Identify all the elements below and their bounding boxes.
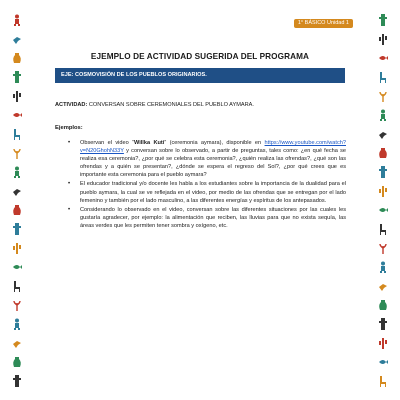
bird-icon [378,280,388,292]
activity-text: CONVERSAN SOBRE CEREMONIALES DEL PUEBLO AYMARA. [88,102,254,108]
item1-part-a: Observan el video “ [80,140,134,146]
fish-icon [12,261,22,273]
bird-icon [12,33,22,45]
llama-icon [378,71,388,83]
cactus-icon [12,90,22,102]
plant-icon [12,299,22,311]
list-item: • El educador tradicional y/o docente les habla a los estudiantes sobre la importancia de la dualidad para el pueblo aymara, la cual se ve reflejada en el video, por medio de las ofrendas que se entregan por el lado femenino y también por el lado masculino, a las diferentes energías y espíritus de los antepasados. [80,180,346,204]
totem-icon [378,318,388,330]
item1-part-c: y conversan sobre lo observado, a partir de preguntas, tales como: ¿en qué fecha se realiza esa ceremonia?, ¿por qué se celebra esta ceremonia?, ¿quién realiza las ofrendas?, ¿qué son las ofrendas y a quién se presentan?, ¿dónde se espera el regreso del Sol?, ¿por qué crees que es importante esta ceremonia para el pueblo aymara? [80,148,346,179]
totem-icon [378,14,388,26]
fish-icon [378,356,388,368]
llama-icon [12,280,22,292]
cactus-icon [378,33,388,45]
video-link[interactable]: https://www.youtube.com/watch?v=N20GhohN33Y [80,140,346,155]
bird-icon [378,128,388,140]
plant-icon [378,90,388,102]
fish-icon [378,204,388,216]
cactus-icon [378,185,388,197]
figure-icon [378,261,388,273]
llama-icon [12,128,22,140]
axis-banner: EJE: COSMOVISIÓN DE LOS PUEBLOS ORIGINARIOS. [55,68,345,83]
figure-icon [12,14,22,26]
totem-icon [378,166,388,178]
fish-icon [12,109,22,121]
examples-list [80,139,346,231]
totem-icon [12,71,22,83]
figure-icon [378,109,388,121]
list-item: • Considerando lo observado en el video, conversan sobre las diferentes situaciones por las cuales les gustaría agradecer, por ejemplo: la alimentación que reciben, las lluvias para que no exista sequía, las áreas verdes que les permiten tener sombra y oxígeno, etc. [80,206,346,230]
totem-icon [12,223,22,235]
totem-icon [12,375,22,387]
list-item [80,139,346,179]
figure-icon [12,166,22,178]
jug-icon [378,299,388,311]
plant-icon [378,242,388,254]
cactus-icon [378,337,388,349]
examples-label: Ejemplos: [55,125,83,131]
activity-line [55,101,345,109]
bird-icon [12,185,22,197]
llama-icon [378,223,388,235]
plant-icon [12,147,22,159]
jug-icon [12,204,22,216]
activity-label: ACTIVIDAD: [55,102,88,108]
llama-icon [378,375,388,387]
figure-icon [12,318,22,330]
video-title: Willka Kuti [133,140,165,146]
cactus-icon [12,242,22,254]
bird-icon [12,337,22,349]
jug-icon [378,147,388,159]
grade-unit-tag: 1° BÁSICO Unidad 1 [294,19,353,28]
jug-icon [12,356,22,368]
item1-part-b: ” (ceremonia aymara), disponible en [164,140,265,146]
page-title: EJEMPLO DE ACTIVIDAD SUGERIDA DEL PROGRAMA [90,52,310,61]
